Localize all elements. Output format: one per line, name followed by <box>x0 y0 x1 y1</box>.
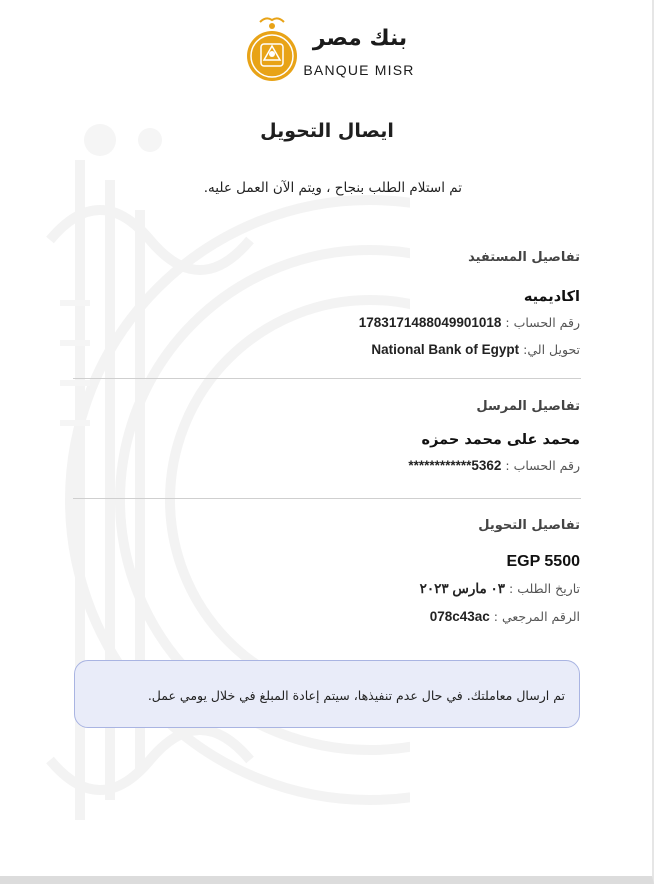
transfer-date-row <box>60 581 580 597</box>
banque-misr-logo <box>246 16 416 86</box>
transfer-amount: EGP 5500 <box>506 553 580 570</box>
logo-english-text: BANQUE MISR <box>303 62 415 78</box>
beneficiary-account-label: رقم الحساب : <box>505 315 580 330</box>
processing-notice <box>74 660 580 728</box>
sender-section <box>60 399 580 473</box>
transfer-ref-value: 078c43ac <box>429 609 490 624</box>
logo-arabic-text: بنك مصر <box>312 26 408 51</box>
beneficiary-heading: تفاصيل المستفيد <box>468 250 580 265</box>
beneficiary-account-row <box>60 315 580 330</box>
transfer-heading: تفاصيل التحويل <box>478 518 580 533</box>
beneficiary-section <box>60 250 580 357</box>
beneficiary-bank-label: تحويل الي: <box>523 342 580 357</box>
notice-text: تم ارسال معاملتك. في حال عدم تنفيذها، سيتم إعادة المبلغ في خلال يومي عمل. <box>147 688 565 703</box>
transfer-date-value: ٠٣ مارس ٢٠٢٣ <box>419 581 506 596</box>
watermark-emblem-icon <box>40 120 410 840</box>
sender-account-label: رقم الحساب : <box>505 458 580 473</box>
transfer-ref-row <box>60 609 580 624</box>
beneficiary-bank-row <box>60 342 580 357</box>
transfer-section <box>60 518 580 624</box>
sender-heading: تفاصيل المرسل <box>476 399 580 414</box>
transfer-date-label: تاريخ الطلب : <box>509 581 580 596</box>
section-divider <box>73 498 581 499</box>
sender-name: محمد على محمد حمزه <box>421 432 580 448</box>
section-divider <box>73 378 581 379</box>
status-message: تم استلام الطلب بنجاح ، ويتم الآن العمل عليه. <box>203 180 462 196</box>
sender-account-value: 5362************ <box>408 458 502 473</box>
beneficiary-account-value: 1783171488049901018 <box>358 315 502 330</box>
page-title: ايصال التحويل <box>260 120 394 142</box>
beneficiary-name: اكاديميه <box>523 289 580 305</box>
beneficiary-bank-value: National Bank of Egypt <box>371 342 520 357</box>
sender-account-row <box>60 458 580 473</box>
banque-misr-emblem-icon <box>246 16 298 86</box>
transfer-ref-label: الرقم المرجعي : <box>493 609 580 624</box>
